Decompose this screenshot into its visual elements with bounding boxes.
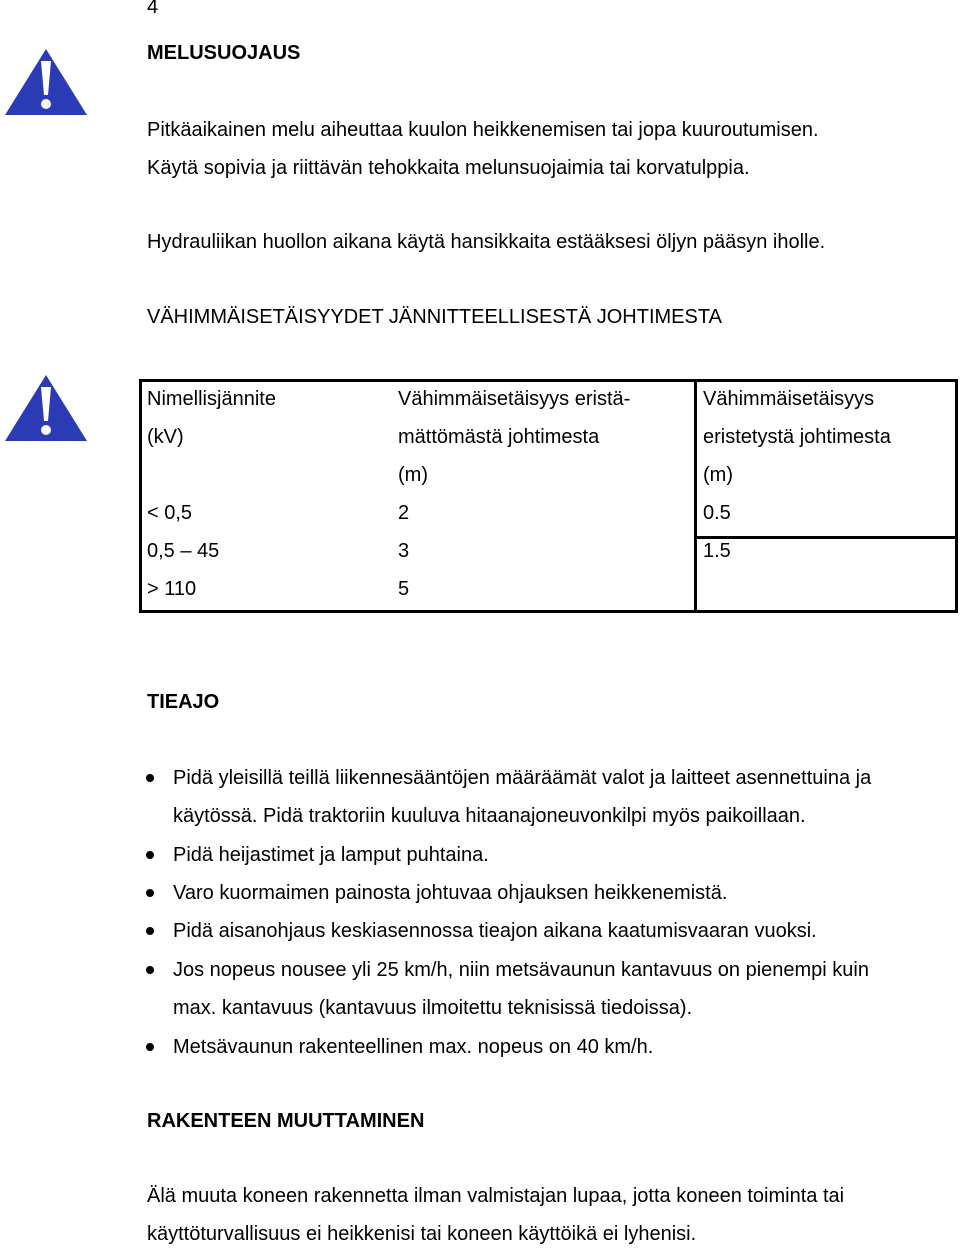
table-divider — [694, 536, 955, 539]
table-cell: 3 — [398, 540, 410, 562]
heading-tieajo: TIEAJO — [147, 691, 220, 713]
table-header-cell: Nimellisjännite — [147, 388, 276, 410]
table-cell: 5 — [398, 578, 410, 600]
table-cell: < 0,5 — [147, 502, 193, 524]
bullet-icon — [146, 966, 154, 974]
bullet-icon — [146, 774, 154, 782]
table-header-cell: (m) — [398, 464, 428, 486]
paragraph-hydraulics: Hydrauliikan huollon aikana käytä hansikkaita estääksesi öljyn pääsyn iholle. — [147, 231, 826, 253]
paragraph-line: Käytä sopivia ja riittävän tehokkaita melunsuojaimia tai korvatulppia. — [147, 157, 750, 179]
table-cell: 2 — [398, 502, 410, 524]
list-item: Jos nopeus nousee yli 25 km/h, niin metsävaunun kantavuus on pienempi kuin — [173, 959, 869, 981]
list-item: Pidä yleisillä teillä liikennesääntöjen määräämät valot ja laitteet asennettuina ja — [173, 767, 872, 789]
paragraph-line: käyttöturvallisuus ei heikkenisi tai koneen käyttöikä ei lyhenisi. — [147, 1223, 697, 1245]
distance-table — [139, 379, 958, 613]
warning-triangle-icon — [3, 47, 89, 117]
bullet-icon — [146, 1043, 154, 1051]
heading-melusuojaus: MELUSUOJAUS — [147, 42, 301, 64]
table-header-cell: mättömästä johtimesta — [398, 426, 600, 448]
table-cell: 1.5 — [703, 540, 731, 562]
paragraph-line: Älä muuta koneen rakennetta ilman valmistajan lupaa, jotta koneen toiminta tai — [147, 1185, 845, 1207]
bullet-icon — [146, 889, 154, 897]
table-header-cell: (kV) — [147, 426, 184, 448]
paragraph-line: Pitkäaikainen melu aiheuttaa kuulon heikkenemisen tai jopa kuuroutumisen. — [147, 119, 819, 141]
table-cell: > 110 — [147, 578, 197, 600]
table-divider — [694, 382, 697, 610]
list-item: Varo kuormaimen painosta johtuvaa ohjauksen heikkenemistä. — [173, 882, 728, 904]
heading-rakenteen-muuttaminen: RAKENTEEN MUUTTAMINEN — [147, 1110, 425, 1132]
table-header-cell: (m) — [703, 464, 733, 486]
table-cell: 0,5 – 45 — [147, 540, 220, 562]
table-cell: 0.5 — [703, 502, 731, 524]
list-item: Metsävaunun rakenteellinen max. nopeus on 40 km/h. — [173, 1036, 654, 1058]
bullet-icon — [146, 851, 154, 859]
table-header-cell: Vähimmäisetäisyys — [703, 388, 875, 410]
list-item: Pidä heijastimet ja lamput puhtaina. — [173, 844, 489, 866]
warning-triangle-icon — [3, 373, 89, 443]
table-header-cell: eristetystä johtimesta — [703, 426, 891, 448]
page-number: 4 — [147, 0, 159, 18]
list-item: max. kantavuus (kantavuus ilmoitettu teknisissä tiedoissa). — [173, 997, 693, 1019]
heading-minimum-distances: VÄHIMMÄISETÄISYYDET JÄNNITTEELLISESTÄ JOHTIMESTA — [147, 306, 722, 328]
table-header-cell: Vähimmäisetäisyys eristä- — [398, 388, 631, 410]
list-item: käytössä. Pidä traktoriin kuuluva hitaanajoneuvonkilpi myös paikoillaan. — [173, 805, 806, 827]
list-item: Pidä aisanohjaus keskiasennossa tieajon aikana kaatumisvaaran vuoksi. — [173, 920, 817, 942]
bullet-icon — [146, 927, 154, 935]
